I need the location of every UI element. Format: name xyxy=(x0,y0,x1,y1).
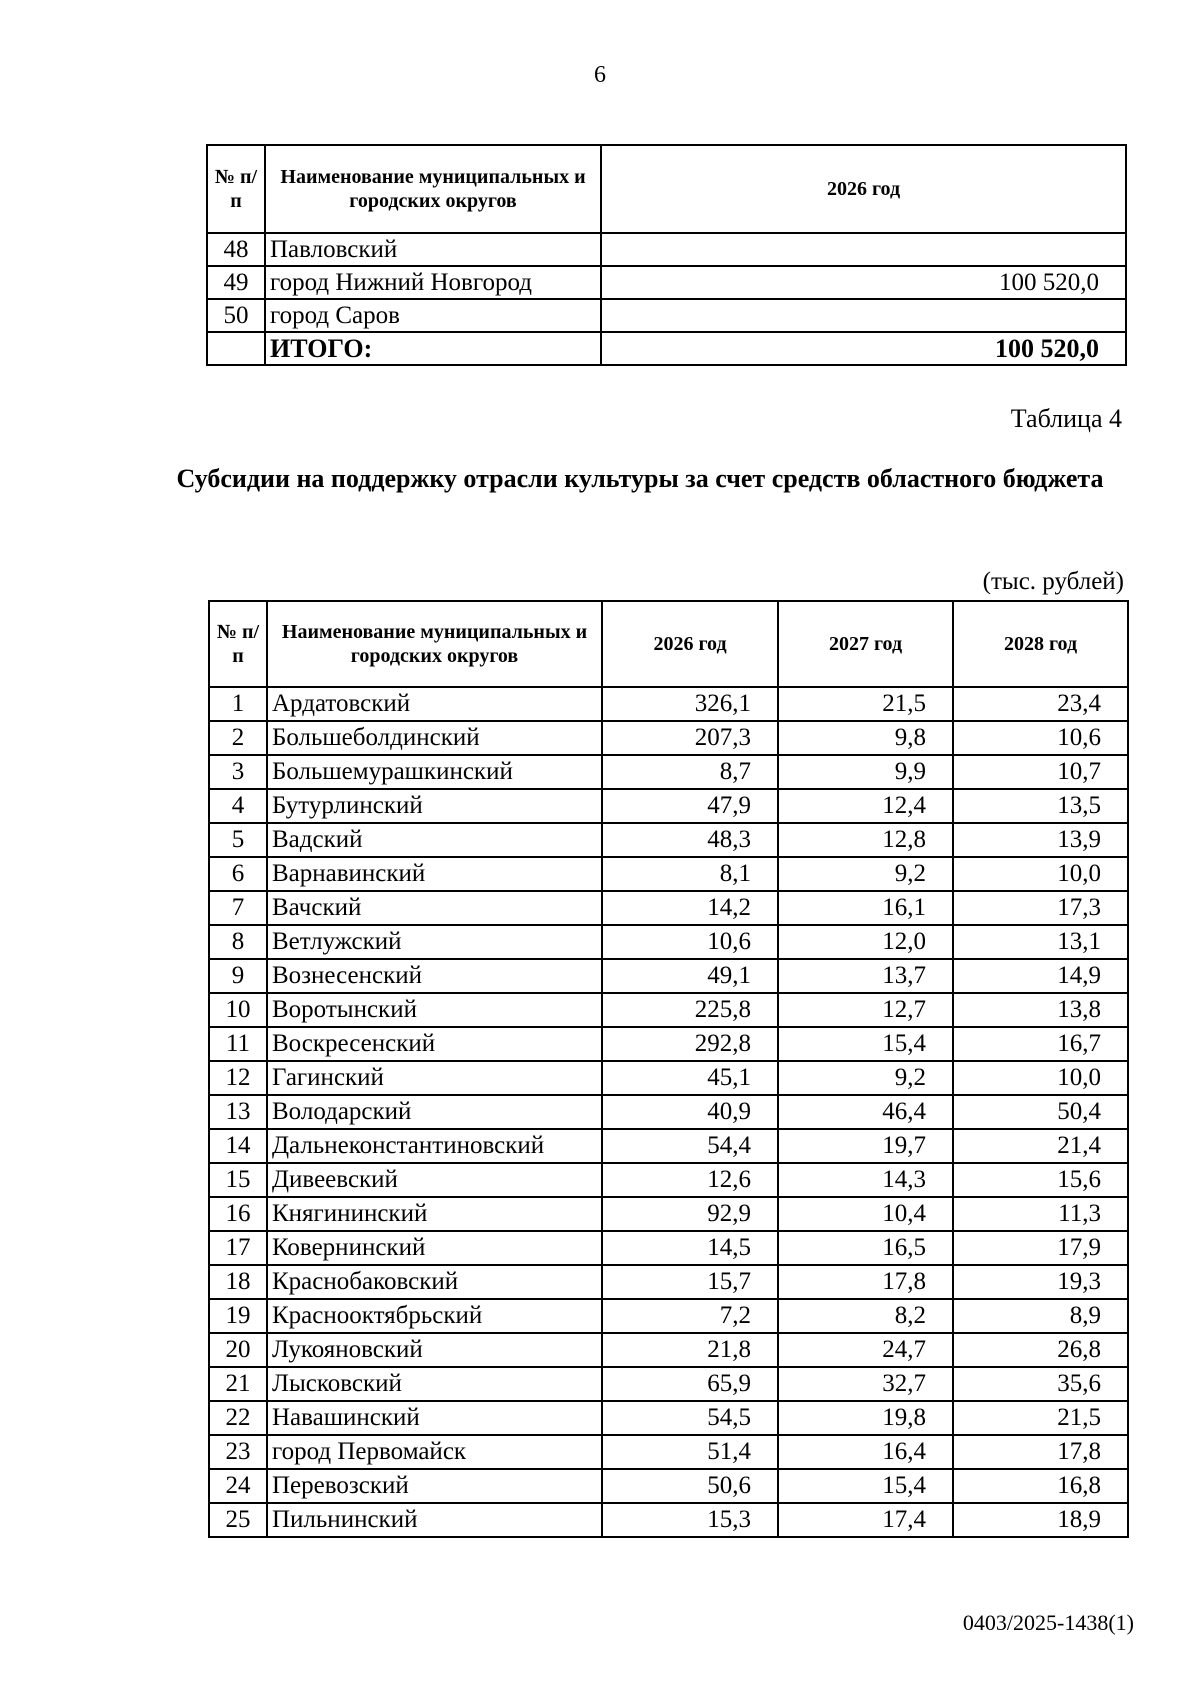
cell-y2027: 9,8 xyxy=(778,721,953,755)
cell-y2027: 15,4 xyxy=(778,1469,953,1503)
cell-y2027: 24,7 xyxy=(778,1333,953,1367)
cell-name: Пильнинский xyxy=(267,1503,602,1537)
table-title: Субсидии на поддержку отрасли культуры за счет средств областного бюджета xyxy=(176,464,1104,493)
cell-y2028: 13,5 xyxy=(953,789,1128,823)
cell-y2027: 17,8 xyxy=(778,1265,953,1299)
cell-name: город Первомайск xyxy=(267,1435,602,1469)
cell-num: 3 xyxy=(209,755,267,789)
table-row xyxy=(209,1265,1128,1299)
cell-y2028: 23,4 xyxy=(953,687,1128,721)
cell-y2027: 19,8 xyxy=(778,1401,953,1435)
cell-y2026: 15,7 xyxy=(602,1265,778,1299)
cell-y2026: 225,8 xyxy=(602,993,778,1027)
table-number: Таблица 4 xyxy=(1010,404,1122,433)
cell-y2028: 14,9 xyxy=(953,959,1128,993)
cell-num: 4 xyxy=(209,789,267,823)
cell-num: 2 xyxy=(209,721,267,755)
total-2026: 100 520,0 xyxy=(601,332,1126,365)
cell-num: 6 xyxy=(209,857,267,891)
cell-y2026: 49,1 xyxy=(602,959,778,993)
cell-num: 7 xyxy=(209,891,267,925)
cell-num: 23 xyxy=(209,1435,267,1469)
table-row xyxy=(209,959,1128,993)
header-2027: 2027 год xyxy=(778,601,953,687)
table-row xyxy=(209,1367,1128,1401)
cell-y2028: 21,5 xyxy=(953,1401,1128,1435)
cell-y2028: 10,0 xyxy=(953,1061,1128,1095)
cell-name: Большемурашкинский xyxy=(267,755,602,789)
cell-y2027: 16,4 xyxy=(778,1435,953,1469)
cell-num: 21 xyxy=(209,1367,267,1401)
cell-name: Павловский xyxy=(265,233,601,266)
cell-y2027: 16,1 xyxy=(778,891,953,925)
cell-y2028: 17,3 xyxy=(953,891,1128,925)
cell-y2028: 13,1 xyxy=(953,925,1128,959)
cell-y2027: 32,7 xyxy=(778,1367,953,1401)
table-row xyxy=(209,1503,1128,1537)
cell-y2027: 19,7 xyxy=(778,1129,953,1163)
table-row xyxy=(209,1095,1128,1129)
cell-num: 50 xyxy=(207,299,265,332)
cell-y2026: 51,4 xyxy=(602,1435,778,1469)
cell-num: 5 xyxy=(209,823,267,857)
cell-y2027: 21,5 xyxy=(778,687,953,721)
cell-name: Володарский xyxy=(267,1095,602,1129)
cell-y2028: 26,8 xyxy=(953,1333,1128,1367)
cell-num: 19 xyxy=(209,1299,267,1333)
cell-y2028: 50,4 xyxy=(953,1095,1128,1129)
cell-num: 10 xyxy=(209,993,267,1027)
cell-num: 12 xyxy=(209,1061,267,1095)
cell-y2028: 10,7 xyxy=(953,755,1128,789)
table-row xyxy=(207,233,1126,266)
units-label: (тыс. рублей) xyxy=(982,568,1124,595)
cell-y2027: 10,4 xyxy=(778,1197,953,1231)
cell-y2027: 46,4 xyxy=(778,1095,953,1129)
cell-name: Княгининский xyxy=(267,1197,602,1231)
cell-y2028: 15,6 xyxy=(953,1163,1128,1197)
table-row xyxy=(207,299,1126,332)
table-row xyxy=(209,1061,1128,1095)
cell-y2027: 15,4 xyxy=(778,1027,953,1061)
table-row xyxy=(207,266,1126,299)
cell-y2028: 35,6 xyxy=(953,1367,1128,1401)
table-row xyxy=(209,1401,1128,1435)
cell-name: Дальнеконстантиновский xyxy=(267,1129,602,1163)
cell-num: 48 xyxy=(207,233,265,266)
cell-y2028: 11,3 xyxy=(953,1197,1128,1231)
cell-y2026: 12,6 xyxy=(602,1163,778,1197)
table-row xyxy=(209,1299,1128,1333)
cell-name: Дивеевский xyxy=(267,1163,602,1197)
header-2026: 2026 год xyxy=(602,601,778,687)
cell-name: Лукояновский xyxy=(267,1333,602,1367)
table-row xyxy=(209,857,1128,891)
table-row xyxy=(209,1163,1128,1197)
cell-y2027: 8,2 xyxy=(778,1299,953,1333)
cell-y2026: 326,1 xyxy=(602,687,778,721)
subsidy-table xyxy=(208,600,1129,1538)
table-row xyxy=(209,1469,1128,1503)
cell-y2027: 12,4 xyxy=(778,789,953,823)
header-num: № п/п xyxy=(207,145,265,233)
cell-y2026: 50,6 xyxy=(602,1469,778,1503)
cell-num: 25 xyxy=(209,1503,267,1537)
cell-y2027: 9,2 xyxy=(778,857,953,891)
table-row xyxy=(209,1435,1128,1469)
header-name: Наименование муниципальных и городских округов xyxy=(265,145,601,233)
cell-y2026: 207,3 xyxy=(602,721,778,755)
document-code: 0403/2025-1438(1) xyxy=(962,1610,1134,1635)
table-row xyxy=(209,1129,1128,1163)
table-row xyxy=(209,993,1128,1027)
cell-y2026: 92,9 xyxy=(602,1197,778,1231)
cell-y2026: 21,8 xyxy=(602,1333,778,1367)
cell-num: 20 xyxy=(209,1333,267,1367)
cell-y2026: 54,4 xyxy=(602,1129,778,1163)
cell-name: Перевозский xyxy=(267,1469,602,1503)
table-row xyxy=(209,755,1128,789)
cell-name: Вадский xyxy=(267,823,602,857)
cell-y2026: 15,3 xyxy=(602,1503,778,1537)
cell-name: Вачский xyxy=(267,891,602,925)
cell-name: Вознесенский xyxy=(267,959,602,993)
cell-y2026: 65,9 xyxy=(602,1367,778,1401)
cell-y2026 xyxy=(601,299,1126,332)
cell-y2026: 54,5 xyxy=(602,1401,778,1435)
cell-y2027: 17,4 xyxy=(778,1503,953,1537)
cell-y2028: 8,9 xyxy=(953,1299,1128,1333)
table-header-row xyxy=(207,145,1126,233)
cell-name: Большеболдинский xyxy=(267,721,602,755)
cell-name: Ветлужский xyxy=(267,925,602,959)
table-body xyxy=(207,233,1126,332)
cell-y2027: 12,8 xyxy=(778,823,953,857)
cell-y2028: 17,8 xyxy=(953,1435,1128,1469)
cell-y2026: 292,8 xyxy=(602,1027,778,1061)
cell-num: 14 xyxy=(209,1129,267,1163)
cell-y2026: 45,1 xyxy=(602,1061,778,1095)
cell-y2026: 48,3 xyxy=(602,823,778,857)
cell-y2026: 14,5 xyxy=(602,1231,778,1265)
cell-num: 8 xyxy=(209,925,267,959)
total-num xyxy=(207,332,265,365)
cell-num: 15 xyxy=(209,1163,267,1197)
table-row xyxy=(209,823,1128,857)
table-row xyxy=(209,925,1128,959)
table-row xyxy=(209,1027,1128,1061)
cell-y2027: 12,0 xyxy=(778,925,953,959)
cell-y2026: 8,1 xyxy=(602,857,778,891)
cell-y2026: 7,2 xyxy=(602,1299,778,1333)
cell-y2026: 8,7 xyxy=(602,755,778,789)
cell-name: Бутурлинский xyxy=(267,789,602,823)
cell-y2028: 10,6 xyxy=(953,721,1128,755)
cell-y2028: 21,4 xyxy=(953,1129,1128,1163)
cell-num: 49 xyxy=(207,266,265,299)
cell-name: город Нижний Новгород xyxy=(265,266,601,299)
cell-name: Краснооктябрьский xyxy=(267,1299,602,1333)
table-row xyxy=(209,1231,1128,1265)
cell-name: Навашинский xyxy=(267,1401,602,1435)
page-number: 6 xyxy=(594,62,606,88)
table-header-row xyxy=(209,601,1128,687)
continuation-table xyxy=(206,144,1127,366)
table-row xyxy=(209,721,1128,755)
cell-name: Ковернинский xyxy=(267,1231,602,1265)
cell-name: Варнавинский xyxy=(267,857,602,891)
header-2026: 2026 год xyxy=(601,145,1126,233)
cell-name: Воротынский xyxy=(267,993,602,1027)
cell-num: 13 xyxy=(209,1095,267,1129)
cell-name: Краснобаковский xyxy=(267,1265,602,1299)
cell-num: 18 xyxy=(209,1265,267,1299)
cell-y2026: 100 520,0 xyxy=(601,266,1126,299)
cell-num: 24 xyxy=(209,1469,267,1503)
cell-y2028: 16,8 xyxy=(953,1469,1128,1503)
cell-name: Воскресенский xyxy=(267,1027,602,1061)
header-2028: 2028 год xyxy=(953,601,1128,687)
cell-name: Лысковский xyxy=(267,1367,602,1401)
cell-y2027: 9,9 xyxy=(778,755,953,789)
cell-y2026: 47,9 xyxy=(602,789,778,823)
table-row xyxy=(209,789,1128,823)
table-row xyxy=(209,687,1128,721)
cell-num: 1 xyxy=(209,687,267,721)
cell-name: Гагинский xyxy=(267,1061,602,1095)
cell-y2027: 16,5 xyxy=(778,1231,953,1265)
header-name: Наименование муниципальных и городских округов xyxy=(267,601,602,687)
cell-name: Ардатовский xyxy=(267,687,602,721)
cell-num: 16 xyxy=(209,1197,267,1231)
cell-num: 11 xyxy=(209,1027,267,1061)
cell-num: 9 xyxy=(209,959,267,993)
table-row xyxy=(209,1197,1128,1231)
cell-y2028: 10,0 xyxy=(953,857,1128,891)
cell-y2026 xyxy=(601,233,1126,266)
cell-num: 17 xyxy=(209,1231,267,1265)
header-num: № п/п xyxy=(209,601,267,687)
cell-y2028: 19,3 xyxy=(953,1265,1128,1299)
cell-y2028: 13,9 xyxy=(953,823,1128,857)
table-row xyxy=(209,891,1128,925)
cell-y2028: 16,7 xyxy=(953,1027,1128,1061)
cell-y2027: 12,7 xyxy=(778,993,953,1027)
cell-y2026: 40,9 xyxy=(602,1095,778,1129)
cell-y2027: 13,7 xyxy=(778,959,953,993)
total-row xyxy=(207,332,1126,365)
table-row xyxy=(209,1333,1128,1367)
cell-name: город Саров xyxy=(265,299,601,332)
table-body xyxy=(209,687,1128,1537)
cell-y2028: 18,9 xyxy=(953,1503,1128,1537)
cell-y2026: 10,6 xyxy=(602,925,778,959)
cell-num: 22 xyxy=(209,1401,267,1435)
cell-y2028: 17,9 xyxy=(953,1231,1128,1265)
cell-y2027: 14,3 xyxy=(778,1163,953,1197)
cell-y2026: 14,2 xyxy=(602,891,778,925)
cell-y2028: 13,8 xyxy=(953,993,1128,1027)
total-label: ИТОГО: xyxy=(265,332,601,365)
cell-y2027: 9,2 xyxy=(778,1061,953,1095)
